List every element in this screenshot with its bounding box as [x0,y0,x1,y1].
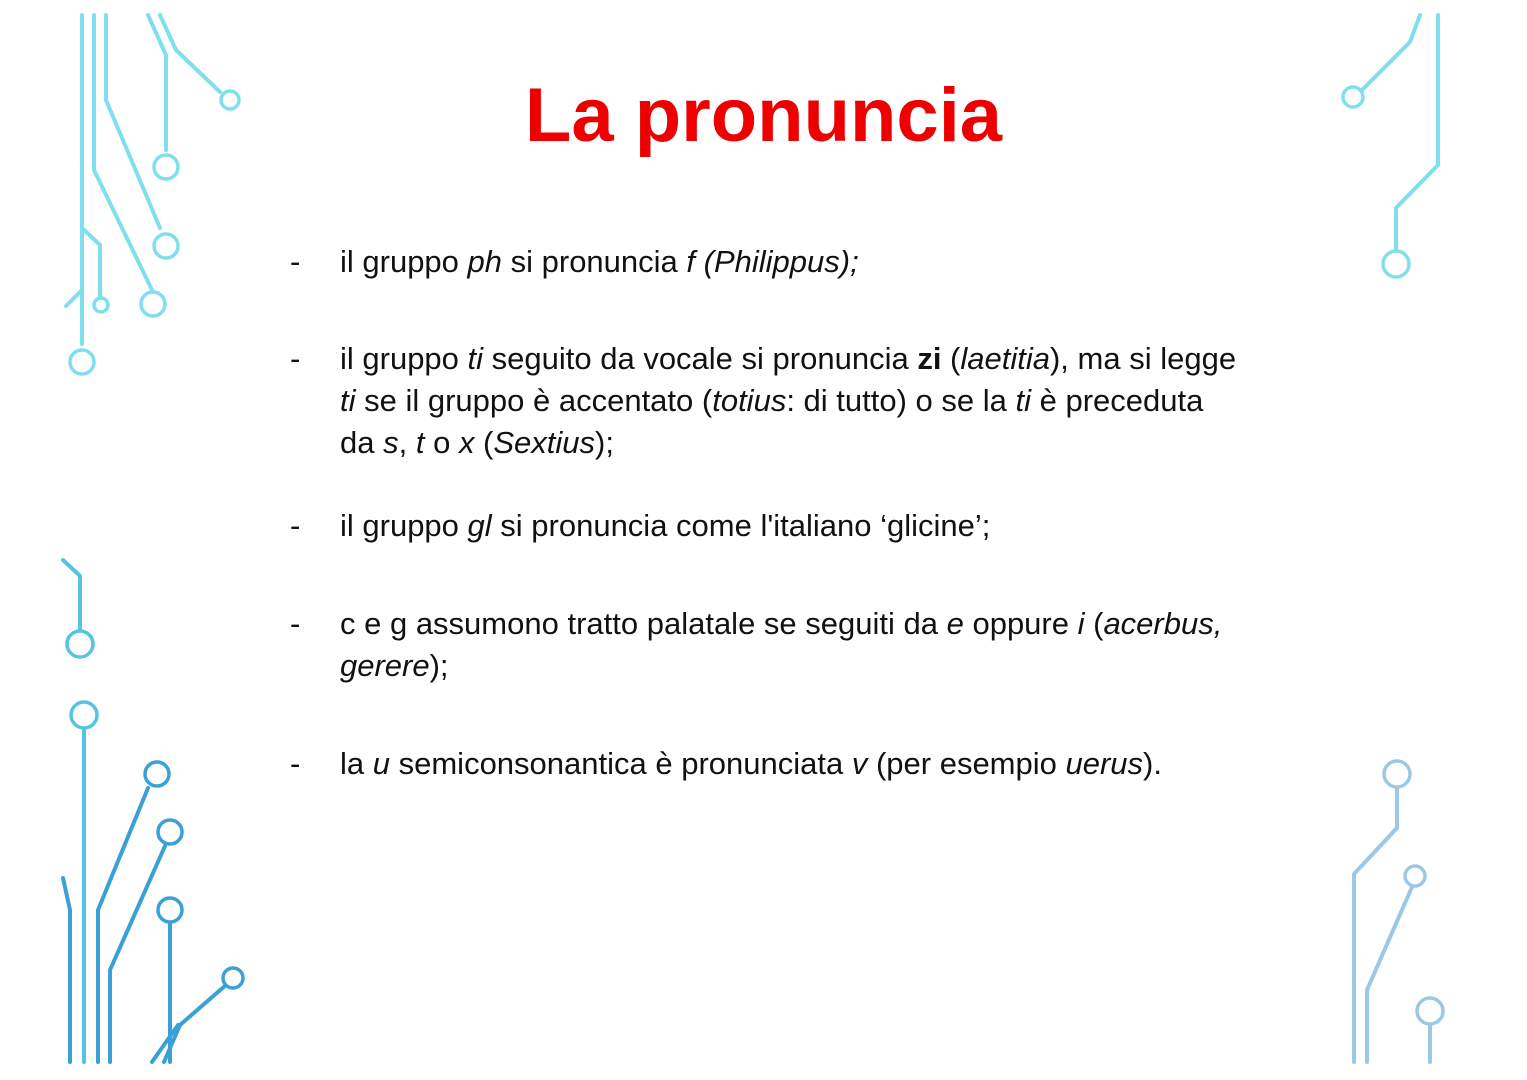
text-segment: u [372,746,390,781]
text-segment: ( [1084,606,1104,641]
text-segment: Sextius [493,425,596,460]
text-segment: s [383,425,399,460]
text-segment: ( [941,341,961,376]
bullet-marker: - [290,606,301,641]
text-segment: uerus [1065,746,1144,781]
text-segment: ph [467,244,503,279]
text-segment: ). [1143,746,1162,781]
bullet-text [340,743,1240,785]
text-segment: laetitia [960,341,1050,376]
text-segment: zi [917,341,942,376]
text-segment: oppure [963,606,1078,641]
text-segment: se il gruppo è accentato ( [355,383,713,418]
text-segment: : di tutto) o se la [786,383,1016,418]
text-segment: ( [474,425,494,460]
slide-title: La pronuncia [524,73,1003,158]
text-segment: semiconsonantica è pronunciata [390,746,852,781]
text-segment: o [424,425,459,460]
bullet-text [340,505,1240,547]
text-segment: ); [429,648,449,683]
text-segment: il gruppo [340,244,468,279]
bullet-text [340,603,1240,687]
text-segment: si pronuncia come l'italiano ‘glicine’; [491,508,991,543]
text-segment: x [458,425,475,460]
text-segment: e [946,606,964,641]
text-segment: seguito da vocale si pronuncia [483,341,918,376]
text-segment: gl [467,508,492,543]
bullet-marker: - [290,508,301,543]
text-segment: c e g assumono tratto palatale se seguiti da [340,606,947,641]
text-segment: totius [712,383,787,418]
text-segment: ti [340,383,356,418]
text-segment: è preceduta da [340,383,1204,460]
text-segment: i [1077,606,1085,641]
bullet-text [340,241,1240,283]
text-segment: f (Philippus); [686,244,859,279]
bullet-marker: - [290,341,301,376]
text-segment: si pronuncia [502,244,687,279]
text-segment: il gruppo [340,341,468,376]
text-segment: ); [595,425,614,460]
text-segment: (per esempio [867,746,1066,781]
text-segment: , [398,425,416,460]
text-segment: ), ma si legge [1049,341,1237,376]
text-segment: t [415,425,425,460]
text-segment: acerbus, gerere [340,606,1223,683]
text-segment: ti [1015,383,1031,418]
bullet-text [340,338,1240,464]
text-segment: il gruppo [340,508,468,543]
text-segment: ti [467,341,484,376]
text-segment: v [851,746,868,781]
text-segment: la [340,746,373,781]
bullet-marker: - [290,244,301,279]
bullet-marker: - [290,746,301,781]
